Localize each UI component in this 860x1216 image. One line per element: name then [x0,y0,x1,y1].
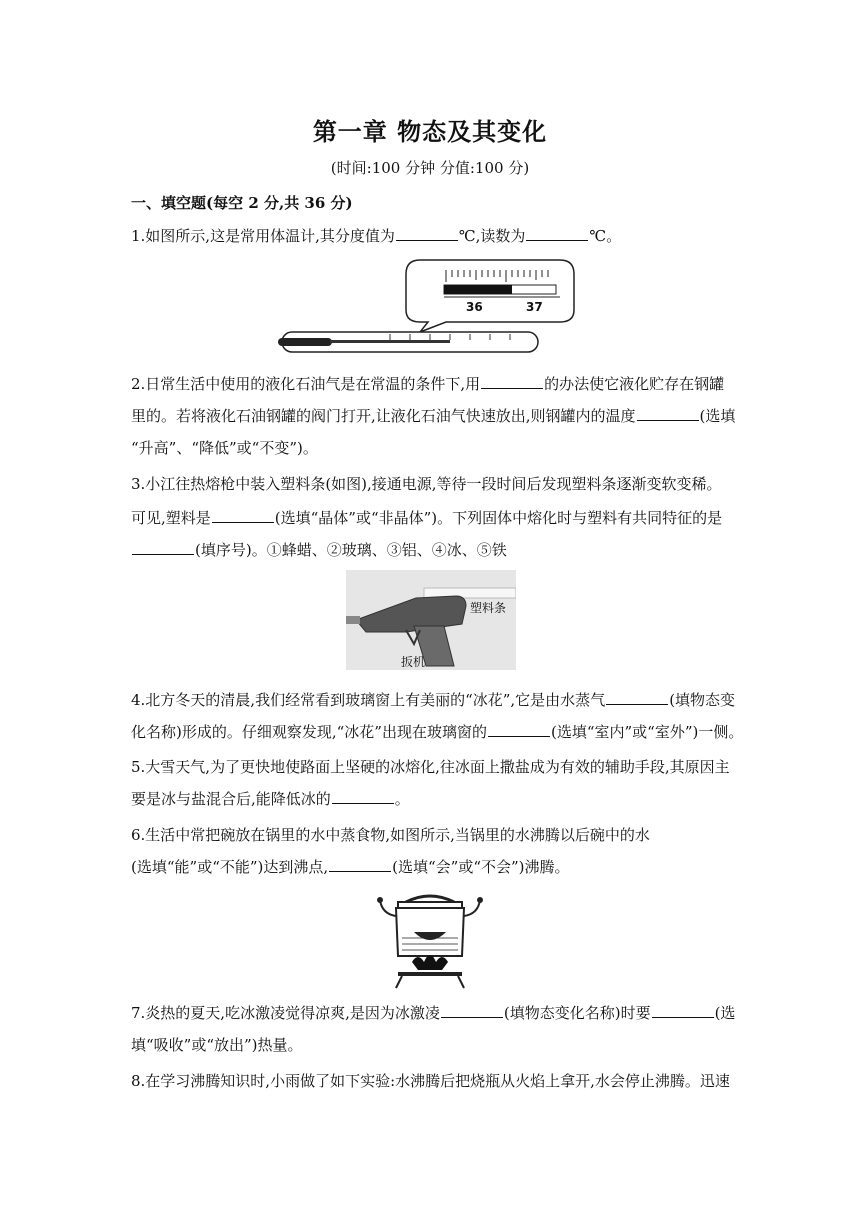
question-8-line-1: 8.在学习沸腾知识时,小雨做了如下实验:水沸腾后把烧瓶从火焰上拿开,水会停止沸腾。迅速 [131,1072,730,1090]
answer-blank[interactable] [481,374,543,389]
question-5-line-2: 要是冰与盐混合后,能降低冰的 。 [131,790,410,808]
question-2-line-2: 里的。若将液化石油钢罐的阀门打开,让液化石油气快速放出,则钢罐内的温度 (选填 [131,407,736,425]
question-1-text: 1.如图所示,这是常用体温计,其分度值为 ℃,读数为 ℃。 [131,227,622,245]
answer-blank[interactable] [441,1003,503,1018]
question-7-line-2: 填“吸收”或“放出”)热量。 [131,1036,303,1054]
question-3-line-3: (填序号)。①蜂蜡、②玻璃、③铝、④冰、⑤铁 [131,540,507,560]
answer-blank[interactable] [212,508,274,523]
question-5-line-1: 5.大雪天气,为了更快地使路面上坚硬的冰熔化,往冰面上撒盐成为有效的辅助手段,其原因主 [131,758,730,776]
steamer-pot-figure [372,886,488,990]
label-trigger: 扳机 [401,655,426,669]
scale-label-37: 37 [526,300,543,314]
question-2-line-3: “升高”、“降低”或“不变”)。 [131,439,318,457]
answer-blank[interactable] [606,690,668,705]
glue-gun-figure [346,570,516,670]
page-title: 第一章 物态及其变化 [312,117,548,146]
answer-blank[interactable] [652,1003,714,1018]
answer-blank[interactable] [488,722,550,737]
question-2-line-1: 2.日常生活中使用的液化石油气是在常温的条件下,用 的办法使它液化贮存在钢罐 [131,375,725,393]
answer-blank[interactable] [637,406,699,421]
question-6-line-1: 6.生活中常把碗放在锅里的水中蒸食物,如图所示,当锅里的水沸腾以后碗中的水 [131,826,650,844]
scale-label-36: 36 [466,300,483,314]
answer-blank[interactable] [396,226,458,241]
question-7-line-1: 7.炎热的夏天,吃冰激凌觉得凉爽,是因为冰激凌 (填物态变化名称)时要 (选 [131,1004,736,1022]
question-4-line-1: 4.北方冬天的清晨,我们经常看到玻璃窗上有美丽的“冰花”,它是由水蒸气 (填物态变 [131,691,736,709]
label-plastic-strip: 塑料条 [470,601,507,615]
answer-blank[interactable] [329,857,391,872]
thermometer-figure [270,256,580,356]
question-3-line-1: 3.小江往热熔枪中装入塑料条(如图),接通电源,等待一段时间后发现塑料条逐渐变软变稀。 [131,475,722,493]
answer-blank[interactable] [332,789,394,804]
answer-blank[interactable] [526,226,588,241]
exam-info: (时间:100 分钟 分值:100 分) [330,159,530,177]
question-4-line-2: 化名称)形成的。仔细观察发现,“冰花”出现在玻璃窗的 (选填“室内”或“室外”)一侧。 [131,723,744,741]
answer-blank[interactable] [132,540,194,555]
question-6-line-2: (选填“能”或“不能”)达到沸点, (选填“会”或“不会”)沸腾。 [131,858,570,876]
question-3-line-2: 可见,塑料是 (选填“晶体”或“非晶体”)。下列固体中熔化时与塑料有共同特征的是 [131,509,723,527]
section-heading: 一、填空题(每空 2 分,共 36 分) [131,194,353,212]
